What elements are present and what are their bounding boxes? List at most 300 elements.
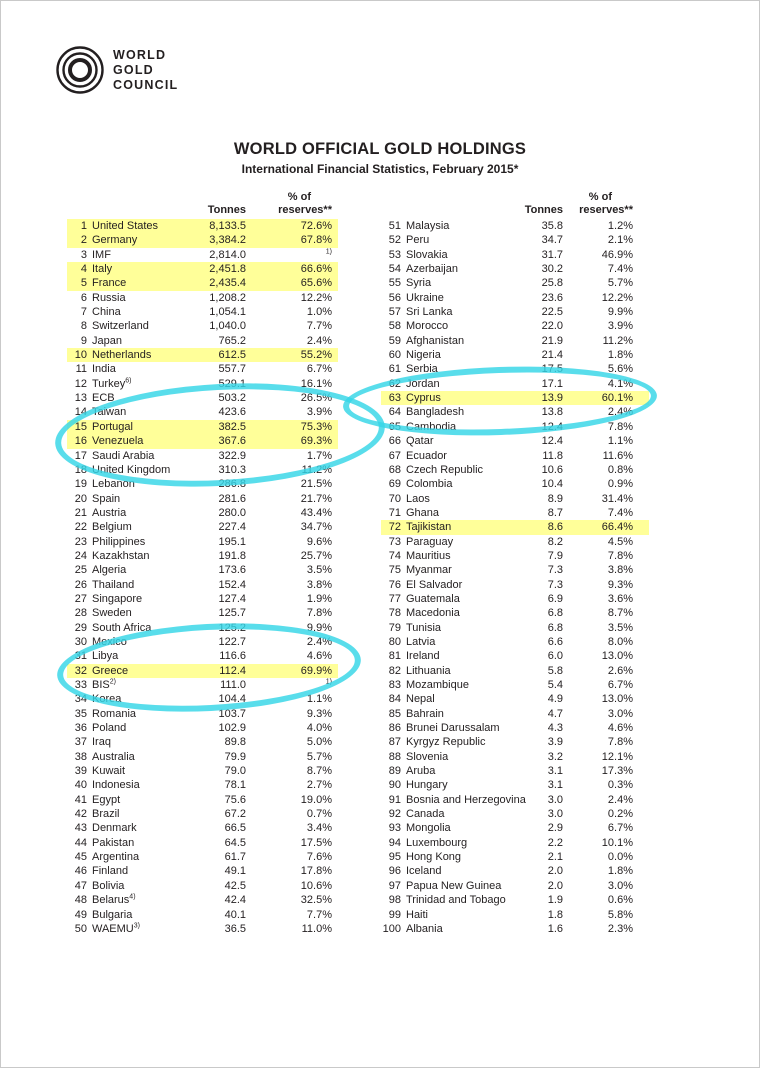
country-cell	[87, 434, 184, 448]
pct-label: 0.7%	[306, 808, 332, 821]
pct-label: 4.5%	[607, 535, 633, 548]
rank-cell: 60	[388, 349, 401, 362]
pct-label: 66.6%	[300, 263, 332, 276]
table-row	[381, 793, 649, 807]
country-label: Libya	[92, 650, 119, 663]
tonnes-cell: 3.0	[547, 793, 563, 806]
table-row	[381, 735, 649, 749]
pct-label: 3.8%	[306, 578, 332, 591]
tonnes-cell: 8.6	[547, 521, 563, 534]
pct-label: 7.6%	[306, 851, 332, 864]
rank-cell: 94	[388, 836, 401, 849]
table-row	[381, 563, 649, 577]
pct-cell	[563, 864, 633, 878]
table-row	[381, 707, 649, 721]
pct-label: 3.9%	[306, 406, 332, 419]
rank-cell: 86	[388, 722, 401, 735]
pct-cell	[563, 276, 633, 290]
tonnes-cell: 42.5	[224, 879, 246, 892]
country-cell	[401, 391, 498, 405]
reserves-header: % of reserves**	[579, 191, 633, 216]
tonnes-cell: 3.1	[547, 779, 563, 792]
country-cell	[87, 664, 184, 678]
pct-label: 3.6%	[607, 592, 633, 605]
rank-cell: 75	[388, 564, 401, 577]
tonnes-cell: 42.4	[224, 894, 246, 907]
pct-cell	[246, 621, 332, 635]
tonnes-cell: 79.9	[224, 750, 246, 763]
tonnes-cell: 322.9	[218, 449, 246, 462]
pct-label: 17.8%	[300, 865, 332, 878]
pct-cell	[563, 807, 633, 821]
country-label: Jordan	[406, 377, 440, 390]
pct-label: 6.7%	[607, 679, 633, 691]
pct-cell	[246, 563, 332, 577]
pct-label: 0.0%	[607, 851, 633, 864]
country-label: Albania	[406, 922, 443, 935]
tonnes-cell: 3.0	[547, 808, 563, 821]
pct-cell	[563, 635, 633, 649]
table-row	[67, 520, 338, 534]
table-row	[67, 420, 338, 434]
table-row	[67, 449, 338, 463]
pct-label: 4.0%	[306, 722, 332, 735]
country-label: Lithuania	[406, 664, 451, 677]
rank-cell: 40	[74, 779, 87, 792]
table-row	[381, 621, 649, 635]
country-cell	[401, 807, 498, 821]
pct-cell	[246, 219, 332, 233]
pct-label: 17.5%	[300, 836, 332, 849]
tonnes-cell: 1,208.2	[209, 291, 246, 304]
pct-label: 25.7%	[300, 549, 332, 562]
table-row	[67, 692, 338, 706]
country-label: Finland	[92, 865, 129, 878]
table-row	[67, 864, 338, 878]
country-label: Argentina	[92, 851, 140, 864]
country-label: Austria	[92, 506, 127, 519]
pct-cell	[563, 735, 633, 749]
tonnes-cell: 4.7	[547, 707, 563, 720]
country-cell	[401, 821, 498, 835]
pct-cell	[246, 248, 332, 262]
country-label: Peru	[406, 234, 430, 247]
pct-cell	[246, 893, 332, 907]
table-row	[67, 778, 338, 792]
tonnes-cell: 40.1	[224, 908, 246, 921]
rank-cell: 84	[388, 693, 401, 706]
table-row	[67, 821, 338, 835]
footnote-marker: 1)	[325, 248, 332, 256]
country-label: India	[92, 363, 116, 376]
table-row	[381, 520, 649, 534]
country-cell	[87, 721, 184, 735]
tonnes-cell: 22.0	[541, 320, 563, 333]
rank-cell: 56	[388, 291, 401, 304]
country-label: South Africa	[92, 621, 152, 634]
pct-cell	[246, 864, 332, 878]
pct-label: 5.6%	[607, 363, 633, 376]
table-row	[67, 721, 338, 735]
table-row	[67, 664, 338, 678]
country-cell	[401, 377, 498, 391]
rank-cell: 81	[388, 650, 401, 663]
table-row	[381, 836, 649, 850]
rank-cell: 21	[74, 506, 87, 519]
rank-cell: 90	[388, 779, 401, 792]
pct-cell	[563, 248, 633, 262]
rank-cell: 12	[74, 377, 87, 390]
logo-line: WORLD	[113, 47, 167, 62]
pct-label: 9.3%	[306, 707, 332, 720]
country-cell	[87, 879, 184, 893]
table-row	[67, 463, 338, 477]
tonnes-header: Tonnes	[524, 203, 563, 216]
pct-label: 7.8%	[607, 549, 633, 562]
rank-cell: 73	[388, 535, 401, 548]
table-row	[67, 750, 338, 764]
tonnes-cell: 7.9	[547, 549, 563, 562]
country-label: Philippines	[92, 535, 146, 548]
rank-cell: 7	[80, 306, 87, 319]
table-row	[67, 362, 338, 376]
pct-label: 32.5%	[300, 894, 332, 907]
rank-cell: 79	[388, 621, 401, 634]
table-row	[381, 664, 649, 678]
rank-cell: 89	[388, 765, 401, 778]
tonnes-cell: 5.4	[547, 679, 563, 691]
tonnes-cell: 6.9	[547, 592, 563, 605]
country-cell	[87, 520, 184, 534]
pct-cell	[246, 778, 332, 792]
country-cell	[401, 864, 498, 878]
country-label: Kazakhstan	[92, 549, 150, 562]
table-row	[67, 391, 338, 405]
table-row	[67, 319, 338, 333]
tonnes-cell: 31.7	[541, 248, 563, 261]
pct-label: 1.7%	[306, 449, 332, 462]
country-label: Czech Republic	[406, 463, 484, 476]
pct-cell	[246, 420, 332, 434]
pct-label: 11.0%	[301, 922, 332, 935]
table-row	[67, 549, 338, 563]
rank-cell: 51	[388, 220, 401, 232]
pct-label: 43.4%	[300, 506, 332, 519]
country-cell	[401, 334, 498, 348]
pct-cell	[563, 391, 633, 405]
tonnes-cell: 4.9	[547, 693, 563, 706]
tonnes-cell: 286.8	[218, 478, 246, 491]
tonnes-cell: 5.8	[547, 664, 563, 677]
rank-cell: 62	[388, 377, 401, 390]
pct-label: 7.7%	[306, 320, 332, 333]
pct-cell	[246, 348, 332, 362]
country-label: Belgium	[92, 521, 132, 534]
pct-cell	[246, 262, 332, 276]
pct-label: 75.3%	[300, 420, 332, 433]
pct-label: 34.7%	[300, 521, 332, 534]
country-cell	[401, 707, 498, 721]
pct-label: 2.4%	[306, 635, 332, 648]
country-label: Macedonia	[406, 607, 460, 620]
pct-cell	[246, 233, 332, 247]
country-label: Iraq	[92, 736, 111, 749]
table-row	[67, 219, 338, 233]
country-label: Mexico	[92, 635, 127, 648]
country-label: El Salvador	[406, 578, 463, 591]
table-row	[381, 764, 649, 778]
tonnes-cell: 89.8	[224, 736, 246, 749]
table-row	[381, 750, 649, 764]
country-cell	[87, 377, 184, 391]
country-cell	[87, 735, 184, 749]
rank-cell: 30	[74, 635, 87, 648]
pct-label: 2.6%	[607, 664, 633, 677]
rank-cell: 44	[74, 836, 87, 849]
country-cell	[87, 908, 184, 922]
country-label: ECB	[92, 392, 115, 405]
rank-cell: 54	[388, 263, 401, 276]
country-label: Venezuela	[92, 435, 144, 448]
pct-label: 7.8%	[607, 420, 633, 433]
rank-cell: 64	[388, 406, 401, 419]
tonnes-cell: 36.5	[224, 922, 246, 935]
pct-cell	[563, 850, 633, 864]
country-label: Bahrain	[406, 707, 444, 720]
tonnes-cell: 22.5	[541, 306, 563, 319]
tonnes-cell: 6.8	[547, 607, 563, 620]
pct-label: 1.2%	[607, 220, 633, 232]
country-cell	[401, 233, 498, 247]
country-cell	[401, 549, 498, 563]
country-cell	[87, 305, 184, 319]
rank-cell: 13	[74, 392, 87, 405]
country-label: Kyrgyz Republic	[406, 736, 486, 749]
country-label: Afghanistan	[406, 334, 465, 347]
country-cell	[401, 621, 498, 635]
table-row	[381, 319, 649, 333]
table-row	[67, 836, 338, 850]
tonnes-cell: 529.1	[218, 377, 246, 390]
table-row	[381, 449, 649, 463]
tonnes-cell: 116.6	[219, 650, 246, 663]
table-row	[381, 405, 649, 419]
country-label: Poland	[92, 722, 127, 735]
table-row	[381, 305, 649, 319]
table-row	[381, 506, 649, 520]
rank-cell: 65	[388, 420, 401, 433]
country-label: Australia	[92, 750, 135, 763]
country-cell	[401, 449, 498, 463]
country-label: Slovakia	[406, 248, 448, 261]
page-subtitle: International Financial Statistics, February 2015*	[241, 162, 519, 176]
country-label: Belarus	[92, 894, 130, 907]
country-cell	[87, 821, 184, 835]
table-row	[67, 850, 338, 864]
pct-cell	[246, 520, 332, 534]
pct-cell	[563, 879, 633, 893]
country-cell	[401, 721, 498, 735]
tonnes-cell: 21.4	[541, 349, 563, 362]
table-row	[381, 248, 649, 262]
rank-cell: 67	[388, 449, 401, 462]
tonnes-cell: 1.6	[547, 922, 563, 935]
rank-cell: 29	[74, 621, 87, 634]
table-header	[381, 187, 649, 217]
pct-label: 1.1%	[607, 435, 633, 448]
country-label: Guatemala	[406, 592, 460, 605]
rank-cell: 80	[388, 635, 401, 648]
logo-line: GOLD	[113, 62, 154, 77]
table-row	[381, 362, 649, 376]
pct-label: 7.7%	[306, 908, 332, 921]
rank-cell: 20	[74, 492, 87, 505]
table-row	[381, 807, 649, 821]
pct-cell	[246, 549, 332, 563]
pct-cell	[246, 606, 332, 620]
pct-label: 3.8%	[607, 564, 633, 577]
tonnes-cell: 612.5	[218, 349, 246, 362]
table-row	[381, 649, 649, 663]
rank-cell: 46	[74, 865, 87, 878]
table-row	[381, 477, 649, 491]
country-label: Syria	[406, 277, 432, 290]
pct-label: 7.4%	[607, 263, 633, 276]
rank-cell: 14	[74, 406, 87, 419]
country-label: Azerbaijan	[406, 263, 458, 276]
tonnes-cell: 30.2	[541, 263, 563, 276]
table-row	[67, 678, 338, 692]
country-cell	[401, 606, 498, 620]
country-cell	[87, 391, 184, 405]
rank-cell: 32	[74, 664, 87, 677]
tonnes-cell: 2.9	[547, 822, 563, 835]
pct-label: 1.8%	[607, 865, 633, 878]
country-label: Egypt	[92, 793, 121, 806]
country-cell	[401, 678, 498, 692]
rank-cell: 1	[80, 220, 87, 232]
country-label: Algeria	[92, 564, 127, 577]
country-label: Indonesia	[92, 779, 140, 792]
tonnes-cell: 79.0	[224, 765, 246, 778]
table-row	[67, 305, 338, 319]
tonnes-cell: 122.7	[218, 635, 246, 648]
country-label: Saudi Arabia	[92, 449, 155, 462]
rank-cell: 23	[74, 535, 87, 548]
table-row	[67, 276, 338, 290]
country-label: Mauritius	[406, 549, 451, 562]
country-label: Slovenia	[406, 750, 449, 763]
pct-cell	[246, 692, 332, 706]
table-row	[381, 549, 649, 563]
country-cell	[401, 362, 498, 376]
tonnes-cell: 75.6	[224, 793, 246, 806]
country-cell	[401, 836, 498, 850]
table-row	[381, 492, 649, 506]
footnote-marker: 3)	[133, 922, 140, 930]
country-label: Mongolia	[406, 822, 451, 835]
country-cell	[401, 893, 506, 907]
tonnes-cell: 10.4	[541, 478, 563, 491]
country-cell	[401, 922, 498, 936]
country-label: Tajikistan	[406, 521, 452, 534]
country-label: Sri Lanka	[406, 306, 453, 319]
tonnes-cell: 21.9	[541, 334, 563, 347]
country-label: Papua New Guinea	[406, 879, 502, 892]
country-cell	[87, 449, 184, 463]
pct-cell	[563, 520, 633, 534]
holdings-table-right	[381, 187, 649, 936]
country-cell	[87, 606, 184, 620]
pct-label: 11.2%	[301, 463, 332, 476]
footnote-marker: 2)	[109, 678, 116, 686]
country-cell	[401, 664, 498, 678]
country-label: Bolivia	[92, 879, 125, 892]
pct-cell	[246, 291, 332, 305]
concentric-circles-icon	[55, 45, 105, 95]
tonnes-cell: 3.9	[547, 736, 563, 749]
rank-cell: 72	[388, 521, 401, 534]
country-label: Korea	[92, 693, 122, 706]
pct-label: 5.0%	[306, 736, 332, 749]
pct-label: 11.2%	[602, 334, 633, 347]
pct-cell	[246, 463, 332, 477]
country-label: Pakistan	[92, 836, 135, 849]
country-cell	[87, 334, 184, 348]
rank-cell: 10	[74, 349, 87, 362]
rank-cell: 28	[74, 607, 87, 620]
country-label: Bangladesh	[406, 406, 465, 419]
pct-cell	[563, 750, 633, 764]
table-row	[381, 908, 649, 922]
country-label: Japan	[92, 334, 122, 347]
pct-cell	[246, 635, 332, 649]
pct-label: 0.6%	[607, 894, 633, 907]
tonnes-cell: 125.2	[218, 621, 246, 634]
country-label: Switzerland	[92, 320, 149, 333]
pct-label: 5.7%	[607, 277, 633, 290]
country-cell	[87, 362, 184, 376]
rank-cell: 85	[388, 707, 401, 720]
pct-cell	[246, 492, 332, 506]
tonnes-cell: 2.2	[547, 836, 563, 849]
pct-cell	[563, 778, 633, 792]
country-cell	[401, 908, 498, 922]
table-row	[381, 592, 649, 606]
country-cell	[87, 621, 184, 635]
tonnes-cell: 3.2	[547, 750, 563, 763]
tonnes-cell: 765.2	[218, 334, 246, 347]
tonnes-cell: 1.8	[547, 908, 563, 921]
table-row	[381, 864, 649, 878]
rank-cell: 33	[74, 679, 87, 691]
rank-cell: 4	[80, 263, 87, 276]
pct-cell	[246, 721, 332, 735]
pct-label: 66.4%	[601, 521, 633, 534]
country-cell	[87, 649, 184, 663]
country-label: Singapore	[92, 592, 143, 605]
rank-cell: 59	[388, 334, 401, 347]
country-cell	[87, 864, 184, 878]
tonnes-cell: 503.2	[218, 392, 246, 405]
country-label: IMF	[92, 248, 111, 261]
rank-cell: 95	[388, 851, 401, 864]
country-label: Ireland	[406, 650, 440, 663]
pct-cell	[246, 276, 332, 290]
table-row	[381, 893, 649, 907]
pct-cell	[246, 678, 332, 692]
tonnes-cell: 11.8	[542, 449, 563, 462]
